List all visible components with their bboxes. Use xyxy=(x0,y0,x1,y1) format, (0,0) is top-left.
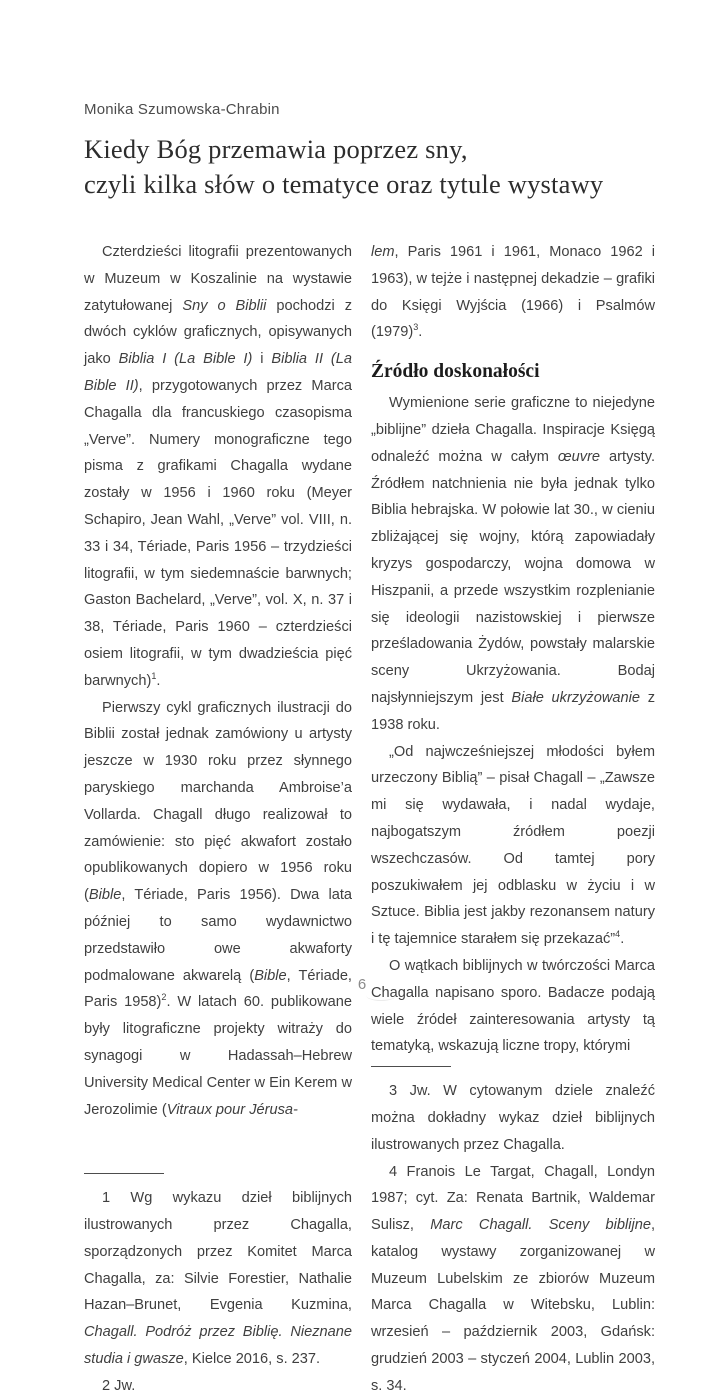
paragraph: Pierwszy cykl graficznych ilustracji do Biblii został jednak zamówiony u artysty jeszcze w 1930 roku przez słynnego paryskiego marchanda Ambroise’a Vollarda. Chagall długo realizował to zamówienie: sto pięć akwafort zostało opublikowanych dopiero w 1956 roku (Bible, Tériade, Paris 1956). Dwa lata później to samo wydawnictwo przedstawiło owe akwaforty podmalowane akwarelą (Bible, Tériade, Paris 1958)$^2$. W latach 60. publikowane były litograficzne projekty witraży do synagogi w Hadassah–Hebrew University Medical Center w Ein Kerem w Jerozolimie (Vitraux pour Jérusa- xyxy=(84,699,352,1118)
left-footnotes xyxy=(84,1167,352,1399)
footnote-separator xyxy=(371,1066,451,1067)
paragraph: O wątkach biblijnych w twórczości Marca Chagalla napisano sporo. Badacze podają wiele źródeł zainteresowania artysty tą tematyką, wskazują liczne tropy, którymi xyxy=(371,957,655,1055)
article-title-line-2: czyli kilka słów o tematyce oraz tytule wystawy xyxy=(84,169,604,199)
article-title-line-1: Kiedy Bóg przemawia poprzez sny, xyxy=(84,134,468,164)
author-name: Monika Szumowska-Chrabin xyxy=(84,101,280,118)
article-title xyxy=(84,132,655,202)
paragraph-continuation: lem, Paris 1961 i 1961, Monaco 1962 i 1963), w tejże i następnej dekadzie – grafiki do Księgi Wyjścia (1966) i Psalmów $(1979)^3$. xyxy=(371,244,655,341)
footnote-separator xyxy=(84,1173,164,1174)
footnote-4: 4 Franois Le Targat, Chagall, Londyn 1987; cyt. Za: Renata Bartnik, Waldemar Sulisz, Marc Chagall. Sceny biblijne, katalog wystawy zorganizowanej w Muzeum Lubelskim ze zbiorów Muzeum Marca Chagalla w Witebsku, Lublin: wrzesień – październik 2003, Gdańsk: grudzień 2003 – styczeń 2004, Lublin 2003, s. 34. xyxy=(371,1163,655,1394)
footnote-1: 1 Wg wykazu dzieł biblijnych ilustrowanych przez Chagalla, sporządzonych przez Komitet Marca Chagalla, za: Silvie Forestier, Nathalie Hazan–Brunet, Evgenia Kuzmina, Chagall. Podróż przez Biblię. Nieznane studia i gwasze, Kielce 2016, s. 237. xyxy=(84,1190,352,1368)
paragraph: Wymienione serie graficzne to niejedyne „biblijne” dzieła Chagalla. Inspiracje Księgą odnaleźć można w całym œuvre artysty. Źródłem natchnienia nie była jednak tylko Biblia hebrajska. W połowie lat 30., w cieniu zbliżającej się wojny, którą zapowiadały kryzys gospodarczy, wojna domowa w Hiszpanii, a przede wszystkim rozplenianie się ideologii nazistowskiej i pierwsze prześladowania Żydów, powstały malarskie sceny Ukrzyżowania. Bodaj najsłynniejszym jest Białe ukrzyżowanie z 1938 roku. xyxy=(371,395,655,733)
page-header xyxy=(84,100,655,202)
paragraph: „Od najwcześniejszej młodości byłem urzeczony Biblią” – pisał Chagall – „Zawsze mi się wydawała, i nadal wydaje, najbogatszym źródłem poezji wszechczasów. Od tamtej pory poszukiwałem jej odblasku w życiu i w Sztuce. Biblia jest jakby rezonansem natury i tę tajemnice starałem się przekazać”$^4$. xyxy=(371,743,655,948)
section-heading: Źródło doskonałości xyxy=(371,361,540,383)
two-column-body xyxy=(84,239,655,1400)
right-footnotes xyxy=(371,1060,655,1400)
page-footer xyxy=(0,976,724,994)
paragraph: Czterdzieści litografii prezentowanych w Muzeum w Koszalinie na wystawie zatytułowanej Sny o Biblii pochodzi z dwóch cyklów graficznych, opisywanych jako Biblia I (La Bible I) i Biblia II (La Bible II), przygotowanych przez Marca Chagalla dla francuskiego czasopisma „Verve”. Numery monograficzne tego pisma z grafikami Chagalla wydane zostały w 1956 i 1960 roku (Meyer Schapiro, Jean Wahl, „Verve” vol. VIII, n. 33 i 34, Tériade, Paris 1956 – trzydzieści litografii, w tym siedemnaście barwnych; Gaston Bachelard, „Verve”, vol. X, n. 37 i 38, Tériade, Paris 1960 – czterdzieści osiem litografii, w tym dwadzieścia pięć barwnych)$^1$. xyxy=(84,244,353,689)
right-column xyxy=(371,239,655,1400)
left-column xyxy=(84,239,352,1400)
footnote-3: 3 Jw. W cytowanym dziele znaleźć można dokładny wykaz dzieł biblijnych ilustrowanych przez Chagalla. xyxy=(371,1083,655,1153)
scan-artifact-mark xyxy=(366,990,396,1001)
footnote-2: 2 Jw. xyxy=(102,1377,136,1394)
page-number: 6 xyxy=(357,976,367,993)
